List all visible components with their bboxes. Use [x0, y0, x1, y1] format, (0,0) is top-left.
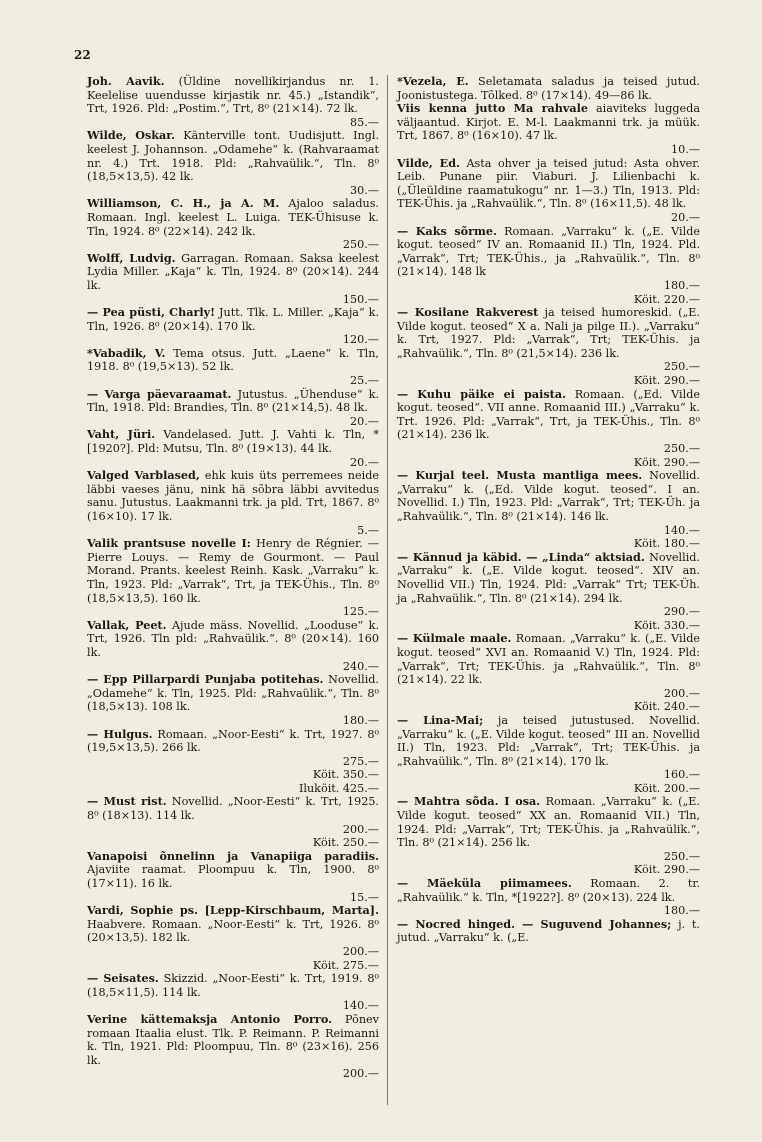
- catalog-entry: [397, 469, 700, 551]
- entry-author: — Nocred hinged. — Suguvend Johannes;: [397, 916, 672, 931]
- catalog-entry: [397, 795, 700, 877]
- catalog-entry: [87, 728, 379, 796]
- entry-author: Joh. Aavik.: [87, 74, 165, 88]
- entry-text: [397, 102, 700, 143]
- entry-description: Jutt. Tlk. L. Miller. „Kaja“ k. Tln, 1926. 8⁰ (20×14). 170 lk.: [87, 306, 379, 333]
- entry-description: Romaan. 2. tr. „Rahvaülik.“ k. Tln, *[1922?]. 8⁰ (20×13). 224 lk.: [397, 877, 700, 904]
- entry-description: Romaan. „Varraku“ k. („E. Vilde kogut. teosed“ XVI an. Romaanid V.) Tln, 1924. Pld: „Varrak“, Trt; TEK-Ühis. ja „Rahvaülik.“, Tln. 8⁰ (21×14). 22 lk.: [397, 632, 700, 687]
- entry-description: Romaan. „Varraku“ k. („E. Vilde kogut. teosed“ XX an. Romaanid VII.) Tln, 1924. Pld: „Varrak“, Trt; TEK-Ühis. ja „Rahvaülik.“, Tln. 8⁰ (21×14). 256 lk.: [397, 795, 700, 850]
- entry-price: 160.—: [663, 768, 700, 782]
- entry-price: Köit. 200.—: [633, 781, 700, 795]
- entry-price: 180.—: [663, 904, 700, 918]
- entry-price: 180.—: [663, 278, 700, 292]
- entry-text: [87, 904, 379, 945]
- entry-description: ja teised humoreskid. („E. Vilde kogut. teosed“ X a. Nali ja pilge II.). „Varraku“ k. Trt, 1927. Pld: „Varrak“, Trt; TEK-Ühis. ja „Rahvaülik.“, Tln. 8⁰ (21,5×14). 236 lk.: [397, 306, 700, 360]
- entry-price: 30.—: [350, 183, 379, 197]
- entry-text: [397, 75, 700, 102]
- entry-text: [397, 714, 700, 768]
- entry-author: — Lina-Mai;: [397, 712, 484, 727]
- entry-author: — Kosilane Rakverest: [397, 305, 539, 320]
- entry-description: Jutustus. „Ühenduse“ k. Tln, 1918. Pld: Brandies, Tln. 8⁰ (21×14,5). 48 lk.: [87, 387, 380, 415]
- entry-description: Novellid. „Varraku“ k. („Ed. Vilde kogut. teosed“. I an. Novellid. I.) Tln, 1923. Pld: „Varrak“, Trt; TEK-Üh. ja „Rahvaülik.“, Tln. 8⁰ (21×14). 146 lk.: [397, 469, 700, 523]
- entry-text: [87, 129, 379, 183]
- entry-author: Vilde, Ed.: [397, 155, 460, 170]
- entry-author: Williamson, C. H., ja A. M.: [87, 196, 280, 211]
- catalog-entry: [397, 157, 700, 225]
- entry-price: 275.—: [342, 754, 379, 768]
- entry-price: 150.—: [342, 292, 379, 306]
- right-column: [397, 75, 700, 945]
- entry-text: [87, 1013, 379, 1067]
- catalog-entry: [87, 904, 379, 972]
- entry-description: Vandelased. Jutt. J. Vahti k. Tln, *[1920?]. Pld: Mutsu, Tln. 8⁰ (19×13). 44 lk.: [87, 428, 379, 456]
- catalog-entry: [87, 388, 379, 429]
- entry-author: Vanapoisi õnnelinn ja Vanapiiga paradiis.: [87, 848, 379, 863]
- entry-price: 250.—: [342, 238, 379, 252]
- entry-author: — Varga päevaraamat.: [87, 386, 232, 401]
- catalog-entry: [397, 225, 700, 307]
- entry-author: — Epp Pillarpardi Punjaba potitehas.: [87, 672, 324, 687]
- entry-text: [87, 469, 379, 523]
- entry-price: 290.—: [663, 605, 700, 619]
- entry-price: 140.—: [663, 523, 700, 537]
- entry-price: 250.—: [663, 442, 700, 456]
- entry-author: — Kännud ja käbid. — „Linda“ aktsiad.: [397, 549, 645, 564]
- entry-author: Vardi, Sophie ps. [Lepp-Kirschbaum, Marta].: [87, 903, 379, 918]
- catalog-entry: [87, 428, 379, 469]
- entry-price: Köit. 290.—: [633, 455, 700, 469]
- entry-description: Novellid. „Odamehe“ k. Tln, 1925. Pld: „Rahvaülik.“, Tln. 8⁰ (18,5×13). 108 lk.: [87, 673, 379, 714]
- entry-text: [87, 972, 379, 999]
- entry-description: Novellid. „Noor-Eesti“ k. Trt, 1925. 8⁰ (18×13). 114 lk.: [87, 795, 379, 823]
- catalog-entry: [87, 795, 379, 849]
- entry-description: Känterville tont. Uudisjutt. Ingl. keelest J. Johannson. „Odamehe“ k. (Rahvaraamat nr. 4.) Trt. 1918. Pld: „Rahvaülik.“, Tln. 8⁰ (18,5×13,5). 42 lk.: [87, 129, 380, 184]
- catalog-entry: [87, 129, 379, 197]
- entry-author: Valged Varblased,: [87, 468, 200, 483]
- entry-price: 180.—: [342, 713, 379, 727]
- entry-author: — Mäeküla piimamees.: [397, 876, 572, 891]
- entry-price: 5.—: [357, 523, 379, 537]
- page-number: 22: [74, 48, 91, 62]
- entry-description: ehk kuis üts perremees neide läbbi vaeses jänu, nink hä sõbra läbbi avvitedus sanu. Jutustus. Laakmanni trk. ja pld. Trt, 1867. 8⁰ (16×10). 17 lk.: [87, 469, 379, 523]
- catalog-entry: [87, 850, 379, 904]
- entry-text: [397, 918, 700, 945]
- entry-text: [87, 388, 379, 415]
- catalog-entry: [87, 619, 379, 673]
- entry-description: Põnev romaan Itaalia elust. Tlk. P. Reimann. P. Reimanni k. Tln, 1921. Pld: Ploompuu, Tln. 8⁰ (23×16). 256 lk.: [87, 1012, 379, 1067]
- entry-price: 250.—: [663, 849, 700, 863]
- entry-author: *Vabadik, V.: [87, 345, 166, 360]
- entry-price: 240.—: [342, 659, 379, 673]
- entry-author: — Kurjal teel. Musta mantliga mees.: [397, 468, 643, 483]
- entry-description: j. t. jutud. „Varraku“ k. („E.: [397, 917, 700, 945]
- entry-price: Köit. 290.—: [633, 863, 700, 877]
- entry-price: Köit. 350.—: [312, 768, 379, 782]
- catalog-entry: [87, 673, 379, 727]
- entry-text: [397, 388, 700, 442]
- entry-text: [87, 428, 379, 455]
- entry-author: — Pea püsti, Charly!: [87, 305, 216, 320]
- left-column: [87, 75, 379, 1081]
- entry-price: Köit. 240.—: [633, 700, 700, 714]
- entry-price: 120.—: [342, 333, 379, 347]
- entry-author: — Mahtra sõda. I osa.: [397, 794, 541, 809]
- catalog-entry: [87, 537, 379, 619]
- entry-text: [87, 795, 379, 822]
- catalog-entry: [397, 714, 700, 796]
- entry-description: aiaviteks luggeda väljaantud. Kirjot. E. M-l. Laakmanni trk. ja müük. Trt, 1867. 8⁰ (16×10). 47 lk.: [397, 102, 700, 143]
- catalog-entry: [397, 388, 700, 470]
- entry-price: Köit. 290.—: [633, 374, 700, 388]
- catalog-entry: [87, 197, 379, 251]
- entry-price: Köit. 330.—: [633, 618, 700, 632]
- entry-description: Ajaloo saladus. Romaan. Ingl. keelest L. Luiga. TEK-Ühisuse k. Tln, 1924. 8⁰ (22×14). 242 lk.: [87, 197, 379, 238]
- entry-price: Köit. 250.—: [312, 836, 379, 850]
- catalog-entry: [87, 469, 379, 537]
- entry-price: 125.—: [342, 605, 379, 619]
- entry-author: *Vezela, E.: [397, 74, 469, 88]
- entry-text: [87, 619, 379, 660]
- catalog-entry: [87, 75, 379, 129]
- entry-description: Romaan. „Varraku“ k. („E. Vilde kogut. teosed“ IV an. Romaanid II.) Tln, 1924. Pld. „Varrak“, Trt; TEK-Ühis., ja „Rahvaülik.“, Tln. 8⁰ (21×14). 148 lk: [397, 224, 700, 279]
- entry-price: 15.—: [350, 890, 379, 904]
- entry-text: [397, 306, 700, 360]
- entry-description: Garragan. Romaan. Saksa keelest Lydia Miller. „Kaja“ k. Tln, 1924. 8⁰ (20×14). 244 lk.: [87, 251, 379, 292]
- catalog-entry: [87, 252, 379, 306]
- catalog-entry: [397, 551, 700, 633]
- entry-price: Köit. 220.—: [633, 292, 700, 306]
- entry-price: Köit. 275.—: [312, 958, 379, 972]
- catalog-entry: [397, 877, 700, 918]
- catalog-entry: [87, 306, 379, 347]
- entry-author: Valik prantsuse novelle I:: [87, 536, 251, 551]
- entry-description: Ajaviite raamat. Ploompuu k. Tln, 1900. 8⁰ (17×11). 16 lk.: [87, 863, 379, 891]
- entry-text: [87, 197, 379, 238]
- entry-text: [87, 252, 379, 293]
- entry-text: [87, 306, 379, 333]
- entry-text: [87, 850, 379, 891]
- entry-text: [397, 877, 700, 904]
- entry-description: Novellid. „Varraku“ k. („E. Vilde kogut. teosed“. XIV an. Novellid VII.) Tln, 1924. Pld: „Varrak“ Trt; TEK-Üh. ja „Rahvaülik.“, Tln. 8⁰ (21×14). 294 lk.: [397, 550, 700, 605]
- entry-author: — Kuhu päike ei paista.: [397, 386, 566, 401]
- entry-text: [87, 728, 379, 755]
- catalog-entry: [87, 1013, 379, 1081]
- column-divider: [387, 75, 388, 1105]
- entry-price: 10.—: [671, 142, 700, 156]
- entry-author: — Seisates.: [87, 971, 159, 986]
- entry-text: [397, 469, 700, 523]
- entry-author: — Hulgus.: [87, 726, 153, 741]
- entry-text: [87, 673, 379, 714]
- catalog-entry: [397, 306, 700, 388]
- entry-description: Romaan. „Noor-Eesti“ k. Trt, 1927. 8⁰ (19,5×13,5). 266 lk.: [87, 727, 379, 755]
- entry-text: [397, 157, 700, 211]
- entry-description: Seletamata saladus ja teised jutud. Joonistustega. Tõlked. 8⁰ (17×14). 49—86 lk.: [397, 75, 700, 102]
- entry-description: Asta ohver ja teised jutud: Asta ohver. Leib. Punane piir. Viaburi. J. Lilienbachi k. („Üleüldine raamatukogu“ nr. 1—3.) Tln, 1913. Pld: TEK-Ühis. ja „Rahvaülik.“, Tln. 8⁰ (16×11,5). 48 lk.: [397, 156, 700, 211]
- catalog-entry: [397, 918, 700, 945]
- entry-price: 200.—: [342, 945, 379, 958]
- entry-price: 20.—: [671, 210, 700, 224]
- entry-author: Vaht, Jüri.: [87, 427, 156, 442]
- entry-author: — Kaks sõrme.: [397, 223, 497, 238]
- catalog-entry: [87, 347, 379, 388]
- catalog-entry: [87, 972, 379, 1013]
- entry-description: ja teised jutustused. Novellid. „Varraku“ k. („E. Vilde kogut. teosed“ III an. Novellid II.) Tln, 1923. Pld: „Varrak“, Trt; TEK-Ühis. ja „Rahvaülik.“, Tln. 8⁰ (21×14). 170 lk.: [397, 713, 700, 768]
- entry-author: Wilde, Oskar.: [87, 128, 176, 143]
- entry-author: — Külmale maale.: [397, 631, 512, 646]
- catalog-entry: [397, 102, 700, 156]
- entry-text: [397, 551, 700, 605]
- entry-price: 20.—: [350, 414, 379, 428]
- entry-price: 140.—: [342, 999, 379, 1013]
- entry-text: [87, 537, 379, 605]
- entry-description: Ajude mäss. Novellid. „Looduse“ k. Trt, 1926. Tln pld: „Rahvaülik.“. 8⁰ (20×14). 160 lk.: [87, 618, 379, 659]
- catalog-entry: [397, 75, 700, 102]
- entry-price: Iluköit. 425.—: [298, 781, 379, 795]
- entry-text: [397, 795, 700, 849]
- entry-text: [397, 225, 700, 279]
- entry-author: Verine kättemaksja Antonio Porro.: [87, 1011, 332, 1026]
- entry-price: 250.—: [663, 360, 700, 374]
- entry-author: Viis kenna jutto Ma rahvale: [397, 101, 588, 116]
- entry-price: 200.—: [342, 1067, 379, 1081]
- entry-description: (Üldine novellikirjandus nr. 1. Keelelise uuendusse kirjastik nr. 45.) „Istandik“, Trt, 1926. Pld: „Postim.“, Trt, 8⁰ (21×14). 72 lk.: [87, 75, 379, 116]
- entry-text: [87, 347, 379, 374]
- entry-price: 20.—: [350, 455, 379, 469]
- entry-description: Romaan. („Ed. Vilde kogut. teosed“. VII anne. Romaanid III.) „Varraku“ k. Trt. 1926. Pld: „Varrak“, Trt, ja TEK-Ühis., Tln. 8⁰ (21×14). 236 lk.: [397, 387, 700, 442]
- entry-description: Tema otsus. Jutt. „Laene“ k. Tln, 1918. 8⁰ (19,5×13). 52 lk.: [87, 346, 379, 374]
- catalog-entry: [397, 632, 700, 714]
- entry-price: 200.—: [663, 686, 700, 700]
- entry-author: Wolff, Ludvig.: [87, 250, 176, 265]
- entry-price: 85.—: [350, 115, 379, 129]
- entry-description: Haabvere. Romaan. „Noor-Eesti“ k. Trt, 1926. 8⁰ (20×13,5). 182 lk.: [87, 917, 379, 945]
- entry-description: Henry de Régnier. — Pierre Louys. — Remy de Gourmont. — Paul Morand. Prants. keelest Reinh. Kask. „Varraku“ k. Tln, 1923. Pld: „Varrak“, Trt, ja TEK-Ühis., Tln. 8⁰ (18,5×13,5). 160 lk.: [87, 537, 379, 605]
- entry-description: Skizzid. „Noor-Eesti“ k. Trt, 1919. 8⁰ (18,5×11,5). 114 lk.: [87, 972, 379, 999]
- entry-price: 200.—: [342, 822, 379, 836]
- entry-text: [87, 75, 379, 116]
- entry-text: [397, 632, 700, 686]
- entry-author: — Must rist.: [87, 794, 167, 809]
- entry-price: 25.—: [350, 374, 379, 388]
- entry-price: Köit. 180.—: [633, 537, 700, 551]
- entry-author: Vallak, Peet.: [87, 617, 167, 632]
